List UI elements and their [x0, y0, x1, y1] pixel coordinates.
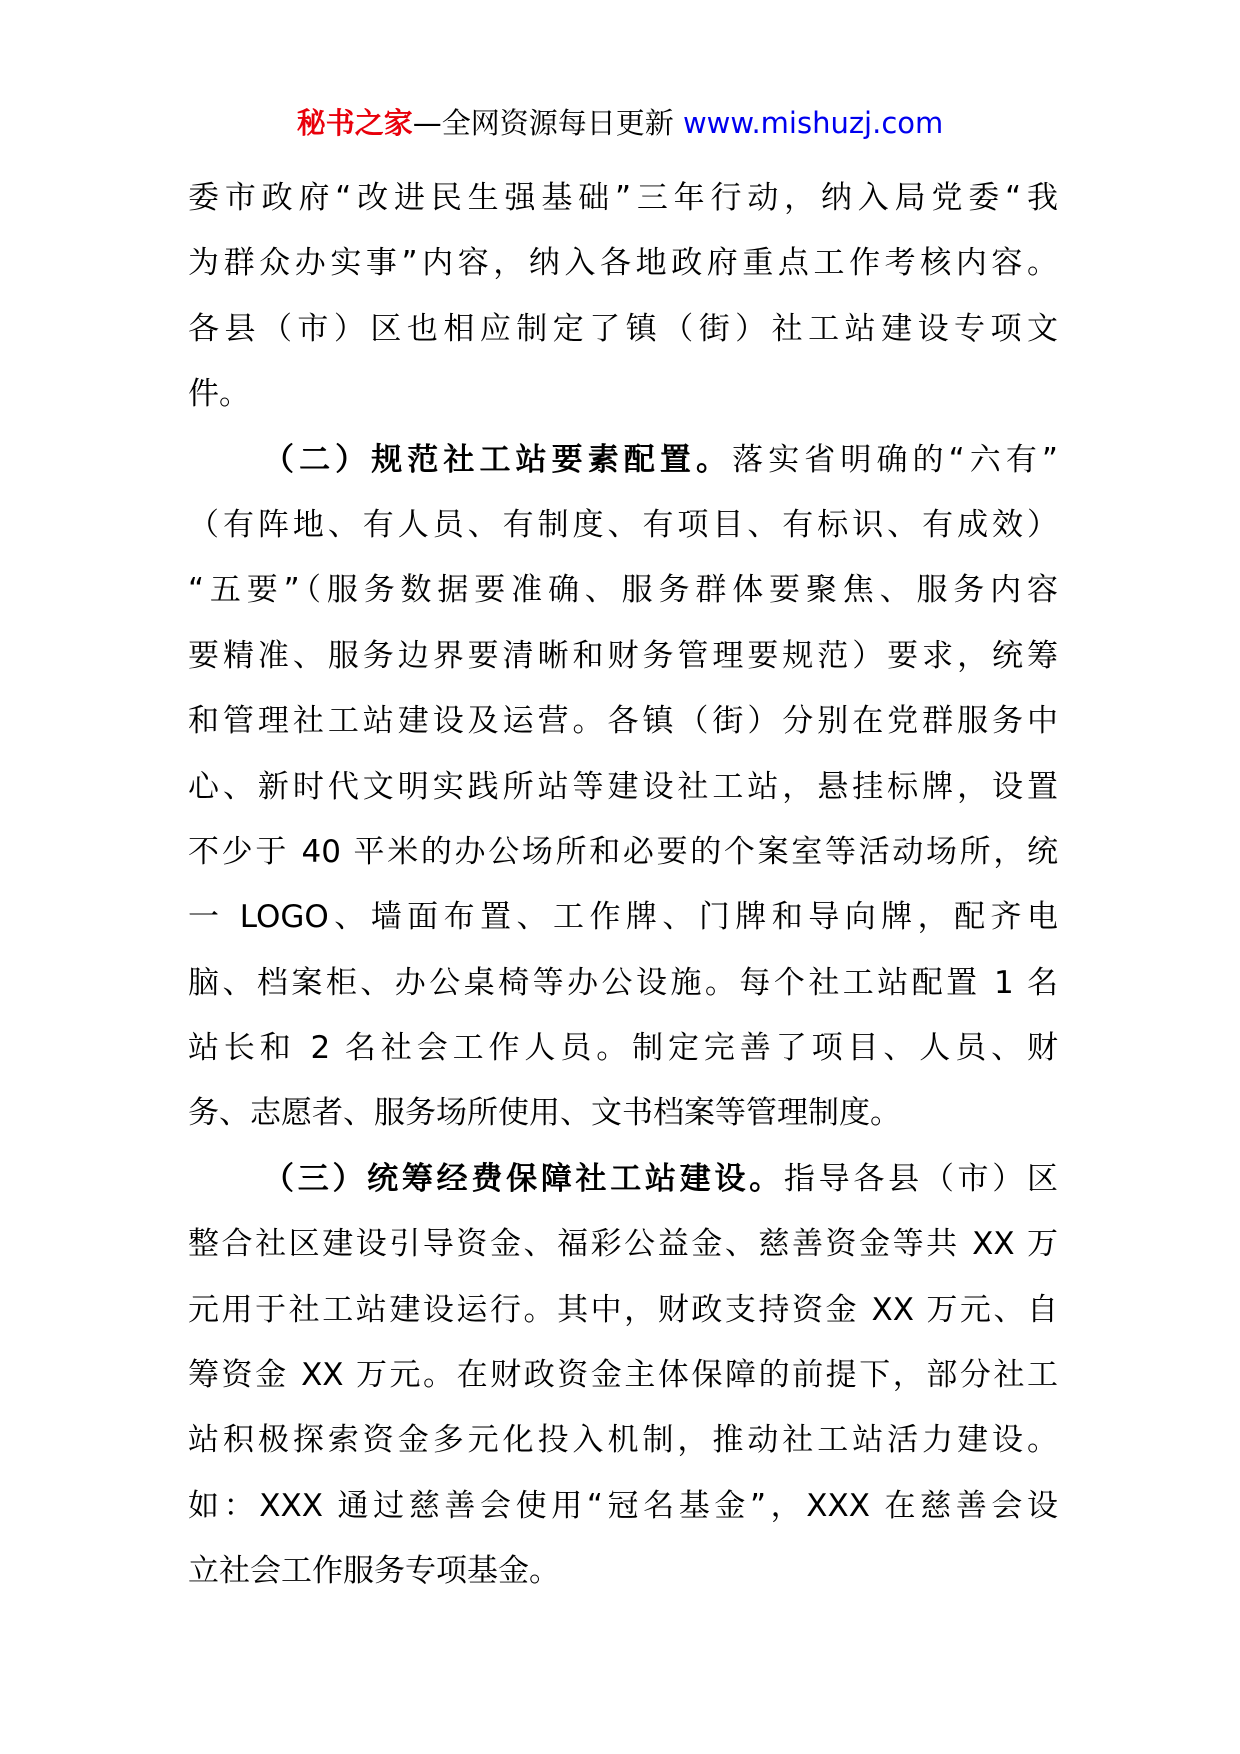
text-line: 委市政府“改进民生强基础”三年行动，纳入局党委“我 — [188, 180, 1058, 216]
text-line: 要精准、服务边界要清晰和财务管理要规范）要求，统筹 — [188, 637, 1058, 674]
text-line: 和管理社工站建设及运营。各镇（街）分别在党群服务中 — [188, 703, 1058, 740]
text-line: 心、新时代文明实践所站等建设社工站，悬挂标牌，设置 — [188, 768, 1058, 805]
text-line: 务、志愿者、服务场所使用、文书档案等管理制度。 — [188, 1095, 901, 1132]
site-brand: 秘书之家 — [296, 106, 413, 140]
section-heading-3: （三）统筹经费保障社工站建设。 — [263, 1160, 784, 1197]
text-line: 脑、档案柜、办公桌椅等办公设施。每个社工站配置 1 名 — [188, 964, 1058, 1001]
text-line: （有阵地、有人员、有制度、有项目、有标识、有成效） — [188, 506, 1058, 543]
site-header — [0, 103, 1240, 143]
text-line: 站长和 2 名社会工作人员。制定完善了项目、人员、财 — [188, 1030, 1058, 1067]
text-line: 元用于社工站建设运行。其中，财政支持资金 XX 万元、自 — [188, 1291, 1058, 1328]
text-line: 件。 — [188, 376, 250, 413]
text-line: 各县（市）区也相应制定了镇（街）社工站建设专项文 — [188, 310, 1058, 347]
section-line — [188, 428, 1058, 493]
section-line — [188, 1147, 1058, 1212]
document-body — [188, 166, 1058, 1605]
text-line: 筹资金 XX 万元。在财政资金主体保障的前提下，部分社工 — [188, 1357, 1058, 1394]
section-lead-text: 指导各县（市）区 — [783, 1160, 1059, 1197]
text-line: 整合社区建设引导资金、福彩公益金、慈善资金等共 XX 万 — [188, 1226, 1058, 1263]
text-line: 立社会工作服务专项基金。 — [188, 1553, 560, 1590]
text-line: 不少于 40 平米的办公场所和必要的个案室等活动场所，统 — [188, 833, 1058, 870]
text-line: “五要”（服务数据要准确、服务群体要聚焦、服务内容 — [188, 572, 1058, 609]
text-line: 站积极探索资金多元化投入机制，推动社工站活力建设。 — [188, 1422, 1058, 1459]
site-slogan: —全网资源每日更新 — [412, 106, 674, 140]
site-url-link[interactable]: www.mishuzj.com — [682, 106, 944, 140]
text-line: 如：XXX 通过慈善会使用“冠名基金”，XXX 在慈善会设 — [188, 1487, 1058, 1524]
section-lead-text: 落实省明确的“六有” — [732, 441, 1058, 478]
text-line: 一 LOGO、墙面布置、工作牌、门牌和导向牌，配齐电 — [188, 899, 1058, 936]
text-line: 为群众办实事”内容，纳入各地政府重点工作考核内容。 — [188, 245, 1058, 282]
section-heading-2: （二）规范社工站要素配置。 — [263, 441, 733, 478]
